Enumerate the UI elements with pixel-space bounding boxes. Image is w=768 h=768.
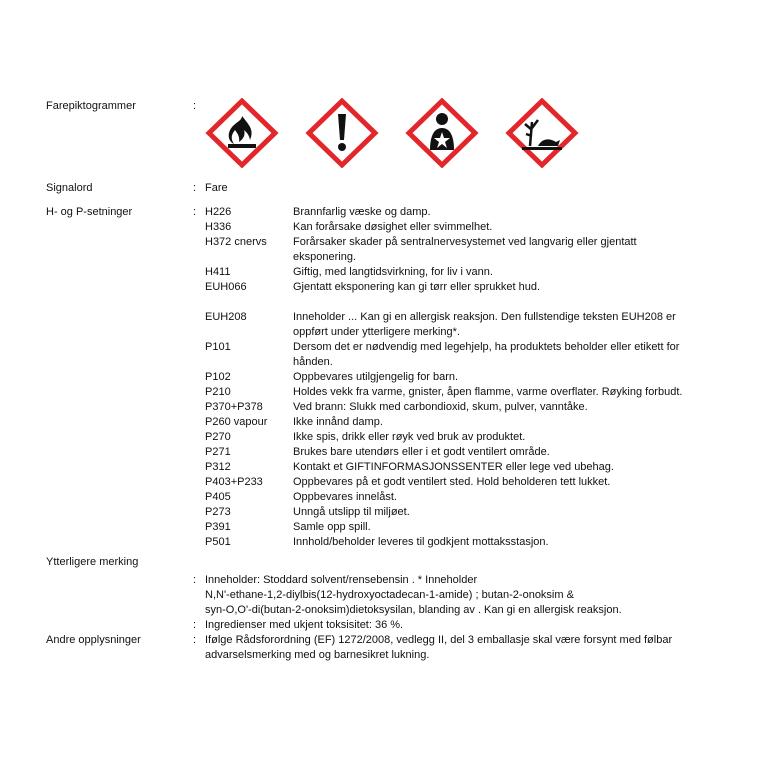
hp-code: P260 vapour (205, 416, 268, 428)
hp-text: eksponering. (293, 251, 356, 263)
hp-code: H411 (205, 266, 231, 278)
hp-code: P210 (205, 386, 231, 398)
hp-text: Kan forårsake døsighet eller svimmelhet. (293, 221, 493, 233)
hp-text: Oppbevares innelåst. (293, 491, 397, 503)
hp-text: Unngå utslipp til miljøet. (293, 506, 410, 518)
signal-colon: : (193, 182, 197, 194)
signal-label: Signalord (46, 182, 93, 194)
other-line: Ifølge Rådsforordning (EF) 1272/2008, vedlegg II, del 3 emballasje skal være forsynt med følbar (205, 634, 673, 646)
signal-value: Fare (205, 182, 228, 194)
hp-text: Brukes bare utendørs eller i et godt ventilert område. (293, 446, 550, 458)
extra-line: Ingredienser med ukjent toksisitet: 36 %. (205, 619, 404, 631)
hp-code: EUH208 (205, 311, 247, 323)
extra-line: Inneholder: Stoddard solvent/rensebensin . * Inneholder (205, 574, 478, 586)
hp-code: P101 (205, 341, 231, 353)
hp-code: P370+P378 (205, 401, 263, 413)
other-label: Andre opplysninger (46, 634, 141, 646)
hp-text: Ikke spis, drikk eller røyk ved bruk av produktet. (293, 431, 526, 443)
hp-code: P270 (205, 431, 231, 443)
extra-line: N,N'-ethane-1,2-diylbis(12-hydroxyoctadecan-1-amide) ; butan-2-onoksim & (205, 589, 574, 601)
hp-code: P102 (205, 371, 231, 383)
hp-text: Gjentatt eksponering kan gi tørr eller sprukket hud. (293, 281, 541, 293)
hp-label: H- og P-setninger (46, 206, 133, 218)
hp-code: P403+P233 (205, 476, 263, 488)
health-hazard-icon (392, 98, 492, 168)
hp-code: H336 (205, 221, 232, 233)
flame-icon (192, 98, 292, 168)
hp-text: Samle opp spill. (293, 521, 371, 533)
other-colon: : (193, 634, 197, 646)
hp-text: Inneholder ... Kan gi en allergisk reaksjon. Den fullstendige teksten EUH208 er (293, 311, 676, 323)
pictograms-colon: : (193, 100, 197, 112)
hp-text: Oppbevares på et godt ventilert sted. Hold beholderen tett lukket. (293, 476, 611, 488)
hp-code: P312 (205, 461, 231, 473)
exclamation-icon (292, 98, 392, 168)
hp-text: Ikke innånd damp. (293, 416, 383, 428)
extra-line: syn-O,O'-di(butan-2-onoksim)dietoksysilan, blanding av . Kan gi en allergisk reaksjon. (205, 604, 622, 616)
hp-text: Brannfarlig væske og damp. (293, 206, 431, 218)
hp-code: H226 (205, 206, 232, 218)
hp-code: P271 (205, 446, 231, 458)
hp-text: Kontakt et GIFTINFORMASJONSSENTER eller lege ved ubehag. (293, 461, 614, 473)
hp-text: hånden. (293, 356, 333, 368)
extra-colon: : (193, 619, 197, 631)
hp-code: EUH066 (205, 281, 247, 293)
hp-text: oppført under ytterligere merking*. (293, 326, 460, 338)
extra-colon: : (193, 574, 197, 586)
other-line: advarselsmerking med og barnesikret lukning. (205, 649, 430, 661)
hp-code: P405 (205, 491, 231, 503)
hp-text: Giftig, med langtidsvirkning, for liv i vann. (293, 266, 493, 278)
hp-text: Ved brann: Slukk med carbondioxid, skum, pulver, vanntåke. (293, 401, 588, 413)
hp-text: Innhold/beholder leveres til godkjent mottaksstasjon. (293, 536, 549, 548)
extra-label: Ytterligere merking (46, 556, 139, 568)
hp-code: P501 (205, 536, 231, 548)
hp-text: Oppbevares utilgjengelig for barn. (293, 371, 459, 383)
hp-code: P273 (205, 506, 231, 518)
pictograms-label: Farepiktogrammer (46, 100, 136, 112)
hp-code: P391 (205, 521, 231, 533)
hp-colon: : (193, 206, 197, 218)
hp-text: Forårsaker skader på sentralnervesystemet ved langvarig eller gjentatt (293, 236, 637, 248)
hp-code: H372 cnervs (205, 236, 267, 248)
environment-icon (492, 98, 592, 168)
hp-text: Dersom det er nødvendig med legehjelp, ha produktets beholder eller etikett for (293, 341, 680, 353)
hp-text: Holdes vekk fra varme, gnister, åpen flamme, varme overflater. Røyking forbudt. (293, 386, 683, 398)
